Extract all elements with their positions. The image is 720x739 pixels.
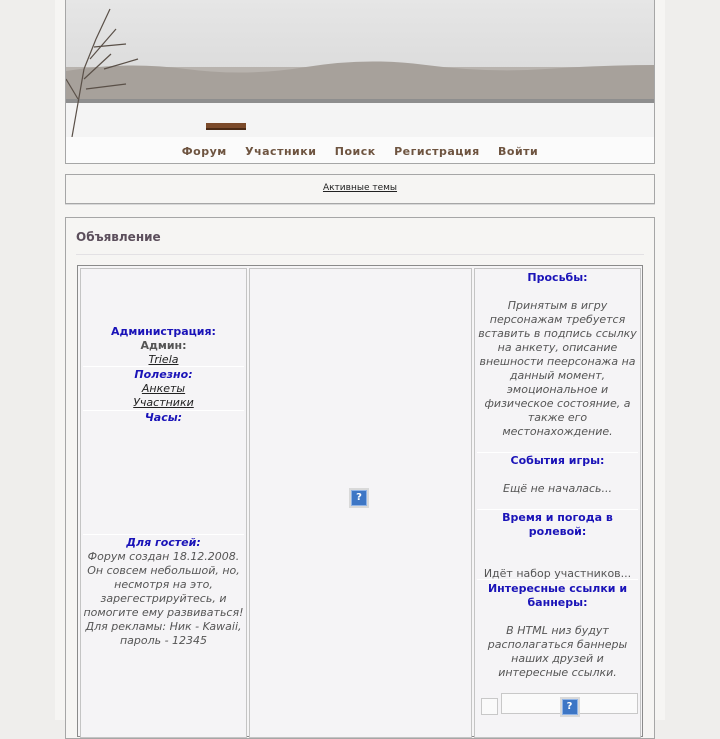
profiles-link[interactable]: Анкеты xyxy=(141,382,186,395)
events-block xyxy=(477,454,638,496)
clock-block xyxy=(83,411,244,425)
nav-register-link[interactable]: Регистрация xyxy=(394,145,480,158)
small-banner-placeholder[interactable] xyxy=(481,698,498,715)
announcement-table xyxy=(77,265,643,737)
nav-members-link[interactable]: Участники xyxy=(245,145,317,158)
admin-name-link[interactable]: Triela xyxy=(148,353,179,366)
separator xyxy=(83,534,244,535)
useful-heading: Полезно: xyxy=(134,368,193,381)
separator xyxy=(477,579,638,580)
links-heading: Интересные ссылки и баннеры: xyxy=(487,582,628,609)
admin-label: Админ: xyxy=(140,339,187,352)
announcement-panel xyxy=(65,217,655,739)
nav-search-link[interactable]: Поиск xyxy=(334,145,376,158)
banner-placeholder[interactable] xyxy=(501,693,638,714)
winter-banner-image xyxy=(66,0,654,137)
broken-banner-icon: ? xyxy=(562,699,578,715)
broken-image-icon: ? xyxy=(351,490,367,506)
clock-heading: Часы: xyxy=(144,411,183,424)
separator xyxy=(477,452,638,453)
main-nav xyxy=(66,145,654,158)
weather-heading: Время и погода в ролевой: xyxy=(502,511,613,538)
members-link[interactable]: Участники xyxy=(133,396,194,409)
guests-heading: Для гостей: xyxy=(126,536,201,549)
useful-block xyxy=(83,368,244,410)
center-image[interactable] xyxy=(351,485,367,506)
requests-heading: Просьбы: xyxy=(527,271,588,284)
active-topics-link[interactable]: Активные темы xyxy=(322,183,398,193)
requests-block xyxy=(477,271,638,439)
separator xyxy=(83,366,244,367)
guests-block xyxy=(83,536,244,648)
active-topics-bar xyxy=(65,174,655,204)
requests-text: Принятым в игру персонажам требуется вставить в подпись ссылку на анкету, описание внешности пеерсонажа на данный момент, эмоциональное и физическое состояние, а также его местонахождение. xyxy=(478,299,637,438)
weather-block xyxy=(477,511,638,581)
events-text: Ещё не началась... xyxy=(503,482,612,495)
links-text: В HTML низ будут располагаться баннеры наших друзей и интересные ссылки. xyxy=(487,624,628,679)
guests-text: Форум создан 18.12.2008. Он совсем небольшой, но, несмотря на это, зарегестрируйтесь, и помогите ему развиваться! Для рекламы: Ник - Kawaii, пароль - 12345 xyxy=(83,550,244,647)
forum-header xyxy=(65,0,655,164)
right-column xyxy=(474,268,641,738)
admin-heading: Администрация: xyxy=(111,325,216,338)
page-wrapper xyxy=(55,0,665,720)
separator xyxy=(477,509,638,510)
announcement-title: Объявление xyxy=(76,230,161,244)
events-heading: События игры: xyxy=(510,454,605,467)
links-block xyxy=(477,582,638,680)
left-column xyxy=(80,268,247,738)
title-divider xyxy=(76,254,644,255)
admin-block xyxy=(83,325,244,367)
nav-login-link[interactable]: Войти xyxy=(498,145,539,158)
weather-text: Идёт набор участников... xyxy=(483,567,632,580)
center-column xyxy=(249,268,472,738)
nav-forum-link[interactable]: Форум xyxy=(181,145,227,158)
